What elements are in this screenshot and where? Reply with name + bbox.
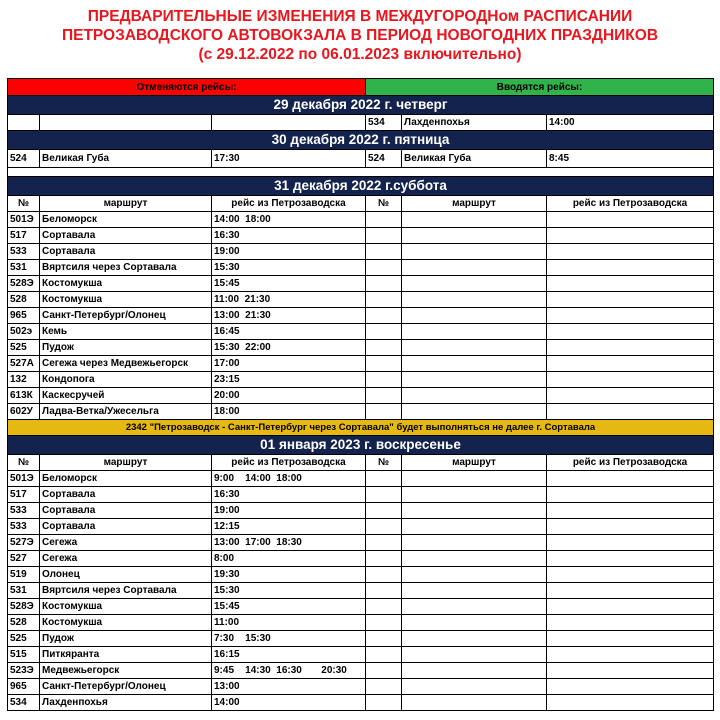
intro-time-cell: 8:45 bbox=[547, 150, 714, 168]
cancel-time-cell: 13:00 bbox=[212, 679, 366, 695]
empty-cell bbox=[366, 292, 402, 308]
intro-route-cell: Лахденпохья bbox=[402, 115, 547, 131]
date-header-row bbox=[8, 96, 714, 115]
cancel-time-cell: 23:15 bbox=[212, 372, 366, 388]
cancelled-legend: Отменяются рейсы: bbox=[8, 79, 366, 96]
empty-cell bbox=[547, 615, 714, 631]
empty-cell bbox=[547, 471, 714, 487]
cancel-route-cell: Санкт-Петербург/Олонец bbox=[40, 679, 212, 695]
cancel-route-cell: Сортавала bbox=[40, 503, 212, 519]
intro-num-cell: 534 bbox=[366, 115, 402, 131]
empty-cell bbox=[547, 519, 714, 535]
empty-cell bbox=[366, 356, 402, 372]
cancel-time-cell: 16:30 bbox=[212, 487, 366, 503]
table-row bbox=[8, 228, 714, 244]
table-row bbox=[8, 503, 714, 519]
empty-cell bbox=[547, 388, 714, 404]
empty-cell bbox=[547, 292, 714, 308]
cancel-time-cell: 15:30 bbox=[212, 583, 366, 599]
cancel-route-cell: Кемь bbox=[40, 324, 212, 340]
empty-cell bbox=[547, 663, 714, 679]
empty-cell bbox=[402, 260, 547, 276]
intro-header-route: маршрут bbox=[402, 455, 547, 471]
cancel-num-cell: 524 bbox=[8, 150, 40, 168]
empty-cell bbox=[547, 228, 714, 244]
cancel-route-cell: Сегежа bbox=[40, 535, 212, 551]
cancel-num-cell: 527А bbox=[8, 356, 40, 372]
table-row bbox=[8, 292, 714, 308]
date-header-row bbox=[8, 177, 714, 196]
cancel-time-cell: 18:00 bbox=[212, 404, 366, 420]
intro-route-cell: Великая Губа bbox=[402, 150, 547, 168]
column-header-row bbox=[8, 455, 714, 471]
cancel-num-cell: 965 bbox=[8, 679, 40, 695]
empty-cell bbox=[547, 679, 714, 695]
cancel-header-route: маршрут bbox=[40, 196, 212, 212]
schedule-table bbox=[7, 78, 714, 711]
empty-cell bbox=[402, 583, 547, 599]
empty-cell bbox=[402, 487, 547, 503]
empty-cell bbox=[402, 276, 547, 292]
cancel-num-cell: 534 bbox=[8, 695, 40, 711]
empty-cell bbox=[366, 503, 402, 519]
cancel-route-cell: Сортавала bbox=[40, 244, 212, 260]
cancel-time-cell: 20:00 bbox=[212, 388, 366, 404]
note-row bbox=[8, 420, 714, 436]
empty-cell bbox=[547, 487, 714, 503]
empty-cell bbox=[402, 308, 547, 324]
cancel-time-cell: 12:15 bbox=[212, 519, 366, 535]
empty-cell bbox=[402, 599, 547, 615]
cancel-num-cell: 525 bbox=[8, 340, 40, 356]
empty-cell bbox=[366, 599, 402, 615]
cancel-time-cell: 15:30 22:00 bbox=[212, 340, 366, 356]
cancel-time-cell: 15:45 bbox=[212, 599, 366, 615]
table-row bbox=[8, 244, 714, 260]
cancel-route-cell: Вяртсиля через Сортавала bbox=[40, 583, 212, 599]
table-row bbox=[8, 535, 714, 551]
cancel-num-cell: 531 bbox=[8, 260, 40, 276]
date-header: 30 декабря 2022 г. пятница bbox=[8, 131, 714, 150]
cancel-time-cell: 9:00 14:00 18:00 bbox=[212, 471, 366, 487]
cancel-route-cell: Медвежьегорск bbox=[40, 663, 212, 679]
table-row bbox=[8, 583, 714, 599]
cancel-num-cell: 965 bbox=[8, 308, 40, 324]
empty-cell bbox=[402, 212, 547, 228]
cancel-route-cell: Беломорск bbox=[40, 471, 212, 487]
cancel-header-route: маршрут bbox=[40, 455, 212, 471]
empty-cell bbox=[8, 115, 40, 131]
empty-cell bbox=[547, 583, 714, 599]
cancel-time-cell: 16:30 bbox=[212, 228, 366, 244]
spacer-row bbox=[8, 168, 714, 177]
empty-cell bbox=[547, 244, 714, 260]
column-header-row bbox=[8, 196, 714, 212]
empty-cell bbox=[547, 324, 714, 340]
introduced-legend: Вводятся рейсы: bbox=[366, 79, 714, 96]
table-row bbox=[8, 551, 714, 567]
cancel-route-cell: Олонец bbox=[40, 567, 212, 583]
table-row bbox=[8, 308, 714, 324]
empty-cell bbox=[547, 372, 714, 388]
table-row bbox=[8, 372, 714, 388]
empty-cell bbox=[402, 292, 547, 308]
cancel-num-cell: 533 bbox=[8, 519, 40, 535]
empty-cell bbox=[402, 695, 547, 711]
table-row bbox=[8, 663, 714, 679]
intro-num-cell: 524 bbox=[366, 150, 402, 168]
cancel-num-cell: 533 bbox=[8, 244, 40, 260]
table-row bbox=[8, 567, 714, 583]
table-row bbox=[8, 260, 714, 276]
cancel-num-cell: 528 bbox=[8, 615, 40, 631]
cancel-route-cell: Кондопога bbox=[40, 372, 212, 388]
table-row bbox=[8, 487, 714, 503]
cancel-time-cell: 14:00 18:00 bbox=[212, 212, 366, 228]
legend-row bbox=[8, 79, 714, 96]
cancel-time-cell: 19:30 bbox=[212, 567, 366, 583]
cancel-route-cell: Сортавала bbox=[40, 519, 212, 535]
empty-cell bbox=[402, 503, 547, 519]
table-row bbox=[8, 276, 714, 292]
route-note: 2342 "Петрозаводск - Санкт-Петербург через Сортавала" будет выполняться не далее г. Сортавала bbox=[8, 420, 714, 436]
table-row bbox=[8, 615, 714, 631]
cancel-time-cell: 15:45 bbox=[212, 276, 366, 292]
cancel-header-departure: рейс из Петрозаводска bbox=[212, 455, 366, 471]
cancel-route-cell: Сегежа через Медвежьегорск bbox=[40, 356, 212, 372]
cancel-num-cell: 502э bbox=[8, 324, 40, 340]
table-row bbox=[8, 471, 714, 487]
cancel-route-cell: Пудож bbox=[40, 631, 212, 647]
cancel-time-cell: 17:00 bbox=[212, 356, 366, 372]
empty-cell bbox=[402, 356, 547, 372]
cancel-num-cell: 527 bbox=[8, 551, 40, 567]
empty-cell bbox=[366, 404, 402, 420]
intro-header-num: № bbox=[366, 455, 402, 471]
empty-cell bbox=[547, 551, 714, 567]
cancel-num-cell: 531 bbox=[8, 583, 40, 599]
table-row bbox=[8, 115, 714, 131]
cancel-header-num: № bbox=[8, 196, 40, 212]
cancel-time-cell: 16:45 bbox=[212, 324, 366, 340]
cancel-num-cell: 501Э bbox=[8, 471, 40, 487]
empty-cell bbox=[402, 679, 547, 695]
table-row bbox=[8, 150, 714, 168]
empty-cell bbox=[547, 535, 714, 551]
cancel-route-cell: Костомукша bbox=[40, 292, 212, 308]
cancel-route-cell: Лахденпохья bbox=[40, 695, 212, 711]
empty-cell bbox=[547, 308, 714, 324]
title-line-3: (с 29.12.2022 по 06.01.2023 включительно) bbox=[198, 46, 522, 63]
cancel-route-cell: Сортавала bbox=[40, 228, 212, 244]
empty-cell bbox=[547, 356, 714, 372]
empty-cell bbox=[366, 212, 402, 228]
cancel-route-cell: Сортавала bbox=[40, 487, 212, 503]
empty-cell bbox=[366, 647, 402, 663]
cancel-time-cell: 13:00 21:30 bbox=[212, 308, 366, 324]
cancel-time-cell: 16:15 bbox=[212, 647, 366, 663]
empty-cell bbox=[366, 308, 402, 324]
intro-header-departure: рейс из Петрозаводска bbox=[547, 455, 714, 471]
cancel-time-cell: 7:30 15:30 bbox=[212, 631, 366, 647]
cancel-time-cell: 17:30 bbox=[212, 150, 366, 168]
cancel-num-cell: 515 bbox=[8, 647, 40, 663]
empty-cell bbox=[547, 212, 714, 228]
date-header-row bbox=[8, 436, 714, 455]
empty-cell bbox=[402, 615, 547, 631]
empty-cell bbox=[366, 583, 402, 599]
empty-cell bbox=[547, 599, 714, 615]
table-row bbox=[8, 404, 714, 420]
empty-cell bbox=[547, 503, 714, 519]
empty-cell bbox=[547, 695, 714, 711]
empty-cell bbox=[366, 471, 402, 487]
empty-cell bbox=[366, 535, 402, 551]
cancel-route-cell: Вяртсиля через Сортавала bbox=[40, 260, 212, 276]
intro-header-num: № bbox=[366, 196, 402, 212]
table-row bbox=[8, 631, 714, 647]
empty-cell bbox=[402, 471, 547, 487]
cancel-num-cell: 533 bbox=[8, 503, 40, 519]
empty-cell bbox=[547, 404, 714, 420]
empty-cell bbox=[402, 567, 547, 583]
empty-cell bbox=[212, 115, 366, 131]
title-line-1: ПРЕДВАРИТЕЛЬНЫЕ ИЗМЕНЕНИЯ В МЕЖДУГОРОДНом РАСПИСАНИИ bbox=[87, 8, 633, 25]
intro-header-route: маршрут bbox=[402, 196, 547, 212]
table-row bbox=[8, 647, 714, 663]
empty-cell bbox=[366, 567, 402, 583]
empty-cell bbox=[366, 679, 402, 695]
cancel-route-cell: Питкяранта bbox=[40, 647, 212, 663]
table-row bbox=[8, 519, 714, 535]
cancel-route-cell: Пудож bbox=[40, 340, 212, 356]
empty-cell bbox=[402, 535, 547, 551]
table-row bbox=[8, 599, 714, 615]
date-header: 01 января 2023 г. воскресенье bbox=[8, 436, 714, 455]
empty-cell bbox=[547, 340, 714, 356]
empty-cell bbox=[366, 276, 402, 292]
empty-cell bbox=[366, 519, 402, 535]
empty-cell bbox=[402, 631, 547, 647]
empty-cell bbox=[366, 695, 402, 711]
cancel-num-cell: 517 bbox=[8, 228, 40, 244]
empty-cell bbox=[366, 228, 402, 244]
cancel-time-cell: 8:00 bbox=[212, 551, 366, 567]
cancel-route-cell: Сегежа bbox=[40, 551, 212, 567]
empty-cell bbox=[402, 340, 547, 356]
table-row bbox=[8, 388, 714, 404]
empty-cell bbox=[402, 519, 547, 535]
cancel-route-cell: Костомукша bbox=[40, 276, 212, 292]
empty-cell bbox=[366, 324, 402, 340]
table-row bbox=[8, 356, 714, 372]
empty-cell bbox=[366, 372, 402, 388]
date-header-row bbox=[8, 131, 714, 150]
cancel-num-cell: 527Э bbox=[8, 535, 40, 551]
empty-cell bbox=[402, 647, 547, 663]
cancel-num-cell: 501Э bbox=[8, 212, 40, 228]
cancel-num-cell: 528Э bbox=[8, 276, 40, 292]
cancel-num-cell: 517 bbox=[8, 487, 40, 503]
document-title bbox=[0, 7, 720, 64]
empty-cell bbox=[402, 244, 547, 260]
table-row bbox=[8, 695, 714, 711]
empty-cell bbox=[402, 551, 547, 567]
cancel-route-cell: Беломорск bbox=[40, 212, 212, 228]
cancel-time-cell: 14:00 bbox=[212, 695, 366, 711]
table-row bbox=[8, 679, 714, 695]
empty-cell bbox=[402, 324, 547, 340]
date-header: 31 декабря 2022 г.суббота bbox=[8, 177, 714, 196]
empty-cell bbox=[547, 567, 714, 583]
cancel-num-cell: 613К bbox=[8, 388, 40, 404]
cancel-num-cell: 519 bbox=[8, 567, 40, 583]
table-row bbox=[8, 324, 714, 340]
cancel-num-cell: 132 bbox=[8, 372, 40, 388]
date-header: 29 декабря 2022 г. четверг bbox=[8, 96, 714, 115]
empty-cell bbox=[402, 228, 547, 244]
spacer-cell bbox=[8, 168, 714, 177]
table-row bbox=[8, 340, 714, 356]
empty-cell bbox=[402, 372, 547, 388]
cancel-header-departure: рейс из Петрозаводска bbox=[212, 196, 366, 212]
cancel-num-cell: 525 bbox=[8, 631, 40, 647]
cancel-time-cell: 15:30 bbox=[212, 260, 366, 276]
cancel-time-cell: 19:00 bbox=[212, 244, 366, 260]
intro-time-cell: 14:00 bbox=[547, 115, 714, 131]
cancel-route-cell: Ладва-Ветка/Ужесельга bbox=[40, 404, 212, 420]
empty-cell bbox=[366, 244, 402, 260]
cancel-header-num: № bbox=[8, 455, 40, 471]
cancel-num-cell: 523Э bbox=[8, 663, 40, 679]
empty-cell bbox=[366, 260, 402, 276]
cancel-route-cell: Каскесручей bbox=[40, 388, 212, 404]
cancel-time-cell: 13:00 17:00 18:30 bbox=[212, 535, 366, 551]
cancel-num-cell: 528 bbox=[8, 292, 40, 308]
cancel-route-cell: Санкт-Петербург/Олонец bbox=[40, 308, 212, 324]
cancel-num-cell: 602У bbox=[8, 404, 40, 420]
empty-cell bbox=[366, 388, 402, 404]
cancel-time-cell: 11:00 21:30 bbox=[212, 292, 366, 308]
empty-cell bbox=[366, 551, 402, 567]
empty-cell bbox=[402, 404, 547, 420]
cancel-route-cell: Костомукша bbox=[40, 615, 212, 631]
cancel-num-cell: 528Э bbox=[8, 599, 40, 615]
empty-cell bbox=[366, 615, 402, 631]
empty-cell bbox=[547, 631, 714, 647]
cancel-time-cell: 19:00 bbox=[212, 503, 366, 519]
empty-cell bbox=[547, 260, 714, 276]
empty-cell bbox=[402, 663, 547, 679]
table-row bbox=[8, 212, 714, 228]
cancel-time-cell: 11:00 bbox=[212, 615, 366, 631]
cancel-route-cell: Великая Губа bbox=[40, 150, 212, 168]
title-line-2: ПЕТРОЗАВОДСКОГО АВТОВОКЗАЛА В ПЕРИОД НОВОГОДНИХ ПРАЗДНИКОВ bbox=[61, 27, 659, 44]
intro-header-departure: рейс из Петрозаводска bbox=[547, 196, 714, 212]
cancel-time-cell: 9:45 14:30 16:30 20:30 bbox=[212, 663, 366, 679]
empty-cell bbox=[40, 115, 212, 131]
empty-cell bbox=[547, 647, 714, 663]
empty-cell bbox=[366, 631, 402, 647]
empty-cell bbox=[547, 276, 714, 292]
empty-cell bbox=[366, 663, 402, 679]
empty-cell bbox=[366, 340, 402, 356]
empty-cell bbox=[366, 487, 402, 503]
cancel-route-cell: Костомукша bbox=[40, 599, 212, 615]
empty-cell bbox=[402, 388, 547, 404]
